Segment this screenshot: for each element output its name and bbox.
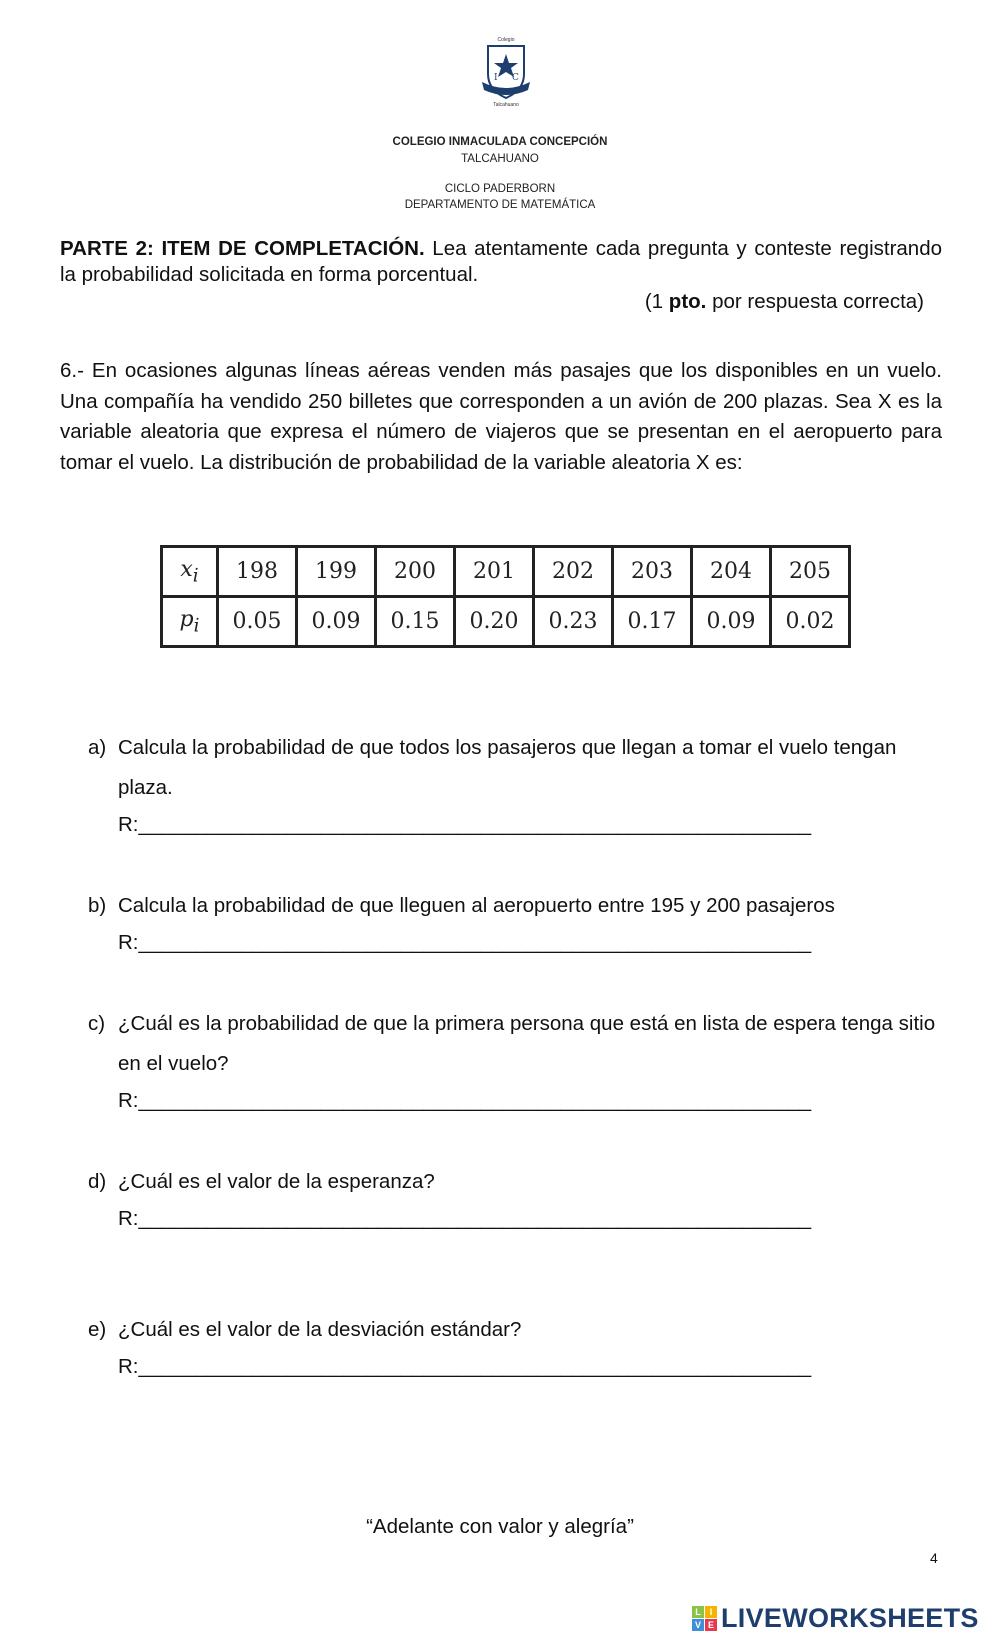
section-instructions: Lea atentamente cada pregunta y conteste registrando la probabilidad solicitada en forma porcentual. (60, 237, 943, 286)
brand-name: LIVEWORKSHEETS (721, 1603, 979, 1633)
probability-table (160, 545, 851, 648)
motto: “Adelante con valor y alegría” (366, 1515, 634, 1538)
p-value-cell: 0.20 (455, 597, 534, 647)
section-intro (60, 236, 942, 288)
x-value-cell: 205 (771, 547, 850, 597)
answer-line[interactable]: R:___________________________________________________________ (118, 813, 812, 836)
p-value-cell: 0.02 (771, 597, 850, 647)
liveworksheets-logo[interactable] (692, 1603, 979, 1634)
question-c: c) ¿Cuál es la probabilidad de que la primera persona que está en lista de espera tenga sitio en el vuelo? R:___________________________________________________________ (88, 1004, 938, 1118)
svg-text:Colegio: Colegio (497, 37, 515, 43)
x-value-cell: 199 (297, 547, 376, 597)
school-city: TALCAHUANO (461, 153, 539, 165)
question-a: a) Calcula la probabilidad de que todos los pasajeros que llegan a tomar el vuelo tengan plaza. R:___________________________________________________________ (88, 728, 938, 842)
table-row-p (162, 597, 850, 647)
problem-statement: 6.- En ocasiones algunas líneas aéreas venden más pasajes que los disponibles en un vuelo. Una compañía ha vendido 250 billetes que corresponden a un avión de 200 plazas. Sea X es la variable aleatoria que expresa el número de viajeros que se presentan en el aeropuerto para tomar el vuelo. La distribución de probabilidad de la variable aleatoria X es: (60, 359, 942, 474)
p-value-cell: 0.05 (218, 597, 297, 647)
live-blocks-icon: L I V E (692, 1606, 717, 1631)
answer-line[interactable]: R:___________________________________________________________ (118, 1207, 812, 1230)
svg-text:I: I (494, 73, 498, 83)
school-name: COLEGIO INMACULADA CONCEPCIÓN (392, 136, 608, 148)
answer-line[interactable]: R:___________________________________________________________ (118, 1355, 812, 1378)
p-value-cell: 0.23 (534, 597, 613, 647)
answer-line[interactable]: R:___________________________________________________________ (118, 1089, 812, 1112)
x-value-cell: 204 (692, 547, 771, 597)
p-value-cell: 0.17 (613, 597, 692, 647)
question-e: e) ¿Cuál es el valor de la desviación estándar? R:___________________________________________________________ (88, 1310, 938, 1384)
points-note: (1 pto. por respuesta correcta) (644, 290, 924, 313)
cycle-name: CICLO PADERBORN (444, 183, 556, 195)
x-value-cell: 198 (218, 547, 297, 597)
p-header: $p_i$ (162, 597, 218, 647)
p-value-cell: 0.15 (376, 597, 455, 647)
x-value-cell: 200 (376, 547, 455, 597)
p-value-cell: 0.09 (297, 597, 376, 647)
school-logo (478, 32, 534, 108)
x-header: $x_i$ (162, 547, 218, 597)
page-number: 4 (930, 1550, 938, 1566)
answer-line[interactable]: R:___________________________________________________________ (118, 931, 812, 954)
svg-text:C: C (512, 73, 519, 83)
x-value-cell: 202 (534, 547, 613, 597)
section-title: PARTE 2: ITEM DE COMPLETACIÓN. (60, 237, 425, 260)
question-d: d) ¿Cuál es el valor de la esperanza? R:___________________________________________________________ (88, 1162, 938, 1236)
question-b: b) Calcula la probabilidad de que lleguen al aeropuerto entre 195 y 200 pasajeros R:___________________________________________________________ (88, 886, 938, 960)
department-name: DEPARTAMENTO DE MATEMÁTICA (404, 199, 596, 211)
svg-text:Talcahuano: Talcahuano (493, 102, 519, 108)
p-value-cell: 0.09 (692, 597, 771, 647)
x-value-cell: 203 (613, 547, 692, 597)
table-row-x (162, 547, 850, 597)
x-value-cell: 201 (455, 547, 534, 597)
